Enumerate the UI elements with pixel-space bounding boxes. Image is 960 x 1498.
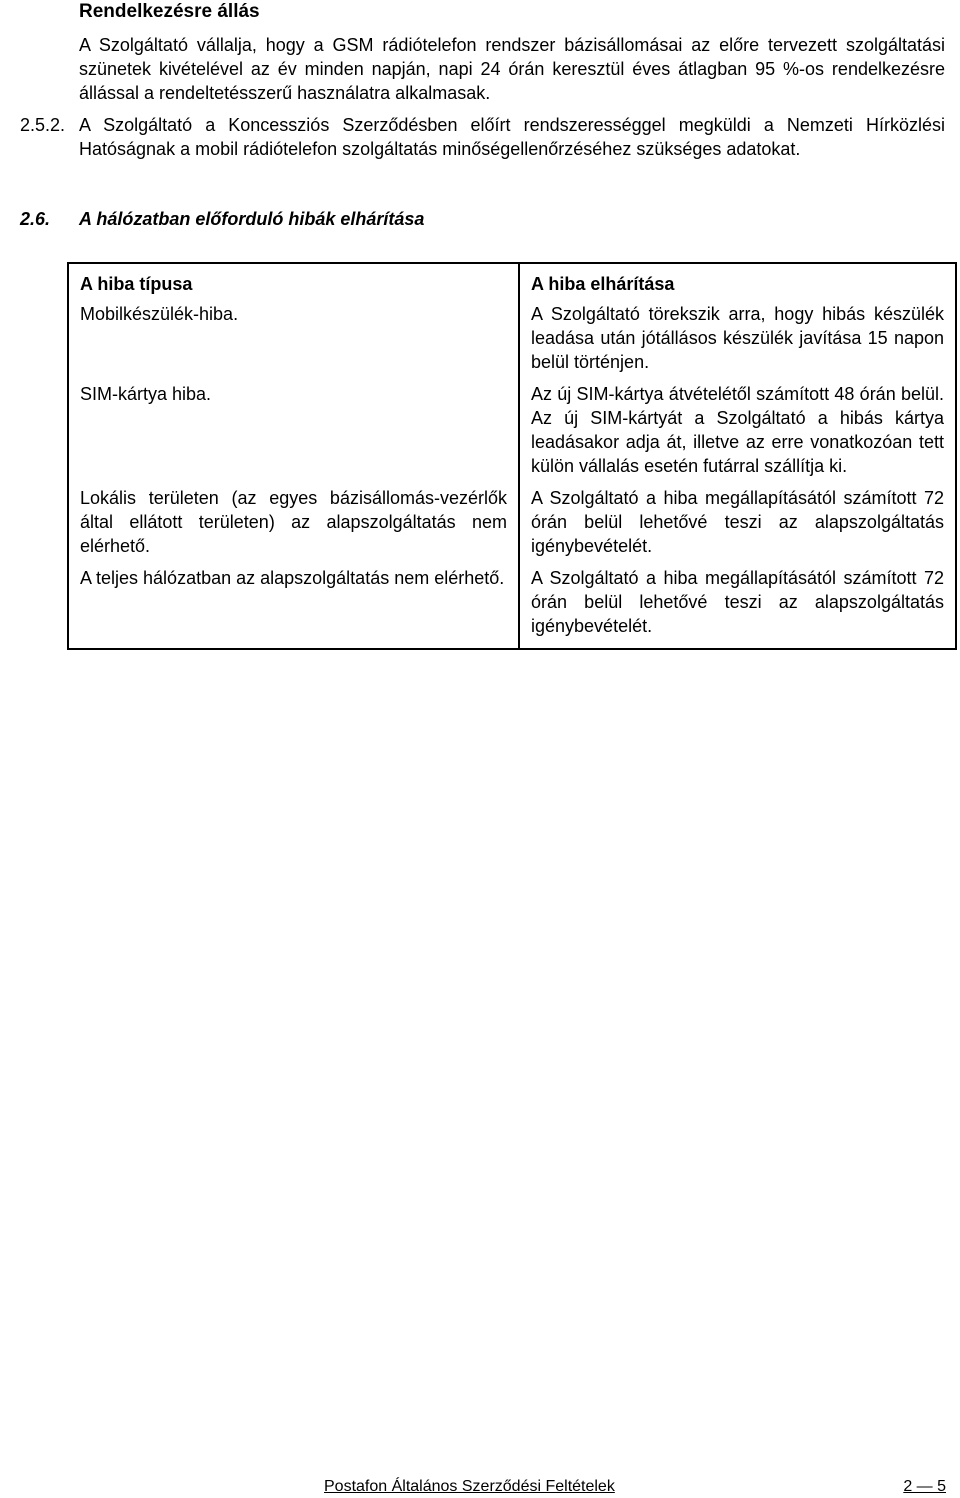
error-fix-cell: A Szolgáltató a hiba megállapításától számított 72 órán belül lehetővé teszi az alapszolgáltatás igénybevételét. [531,488,944,556]
item-number: 2.5.2. [20,115,66,135]
section-heading: Rendelkezésre állás [79,1,260,22]
error-handling-table [67,262,957,650]
table-row [68,382,956,486]
error-type-cell: SIM-kártya hiba. [68,382,519,486]
table-header-row [68,263,956,302]
footer-title: Postafon Általános Szerződési Feltételek [324,1478,615,1495]
intro-paragraph: A Szolgáltató vállalja, hogy a GSM rádiótelefon rendszer bázisállomásai az előre tervezett szolgáltatási szünetek kivételével az év minden napján, napi 24 órán keresztül éves átlagban 95 %-os rendelkezésre állással a rendeltetésszerű használatra alkalmasak. [79,35,945,103]
table-row [68,302,956,382]
page-footer [324,1477,946,1497]
section-title: A hálózatban előforduló hibák elhárítása [79,209,425,229]
table-row [68,486,956,566]
table-row [68,566,956,649]
error-type-cell: A teljes hálózatban az alapszolgáltatás nem elérhető. [68,566,519,649]
section-number: 2.6. [20,209,51,229]
error-fix-cell: Az új SIM-kártya átvételétől számított 48 órán belül. Az új SIM-kártyát a Szolgáltató a hibás kártya leadásakor adja át, illetve az erre vonatkozóan tett külön vállalás esetén futárral szállítja ki. [531,384,944,476]
error-type-cell: Lokális területen (az egyes bázisállomás-vezérlők által ellátott területen) az alapszolgáltatás nem elérhető. [68,486,519,566]
column-header-type: A hiba típusa [68,263,519,302]
error-fix-cell: A Szolgáltató a hiba megállapításától számított 72 órán belül lehetővé teszi az alapszolgáltatás igénybevételét. [531,568,944,636]
column-header-fix: A hiba elhárítása [531,274,675,294]
item-paragraph: A Szolgáltató a Koncessziós Szerződésben előírt rendszerességgel megküldi a Nemzeti Hírközlési Hatóságnak a mobil rádiótelefon szolgáltatás minőségellenőrzéséhez szükséges adatokat. [79,115,945,159]
footer-page-number: 2 — 5 [903,1478,946,1495]
error-type-cell: Mobilkészülék-hiba. [68,302,519,382]
error-fix-cell: A Szolgáltató törekszik arra, hogy hibás készülék leadása után jótállásos készülék javítása 15 napon belül történjen. [531,304,944,372]
